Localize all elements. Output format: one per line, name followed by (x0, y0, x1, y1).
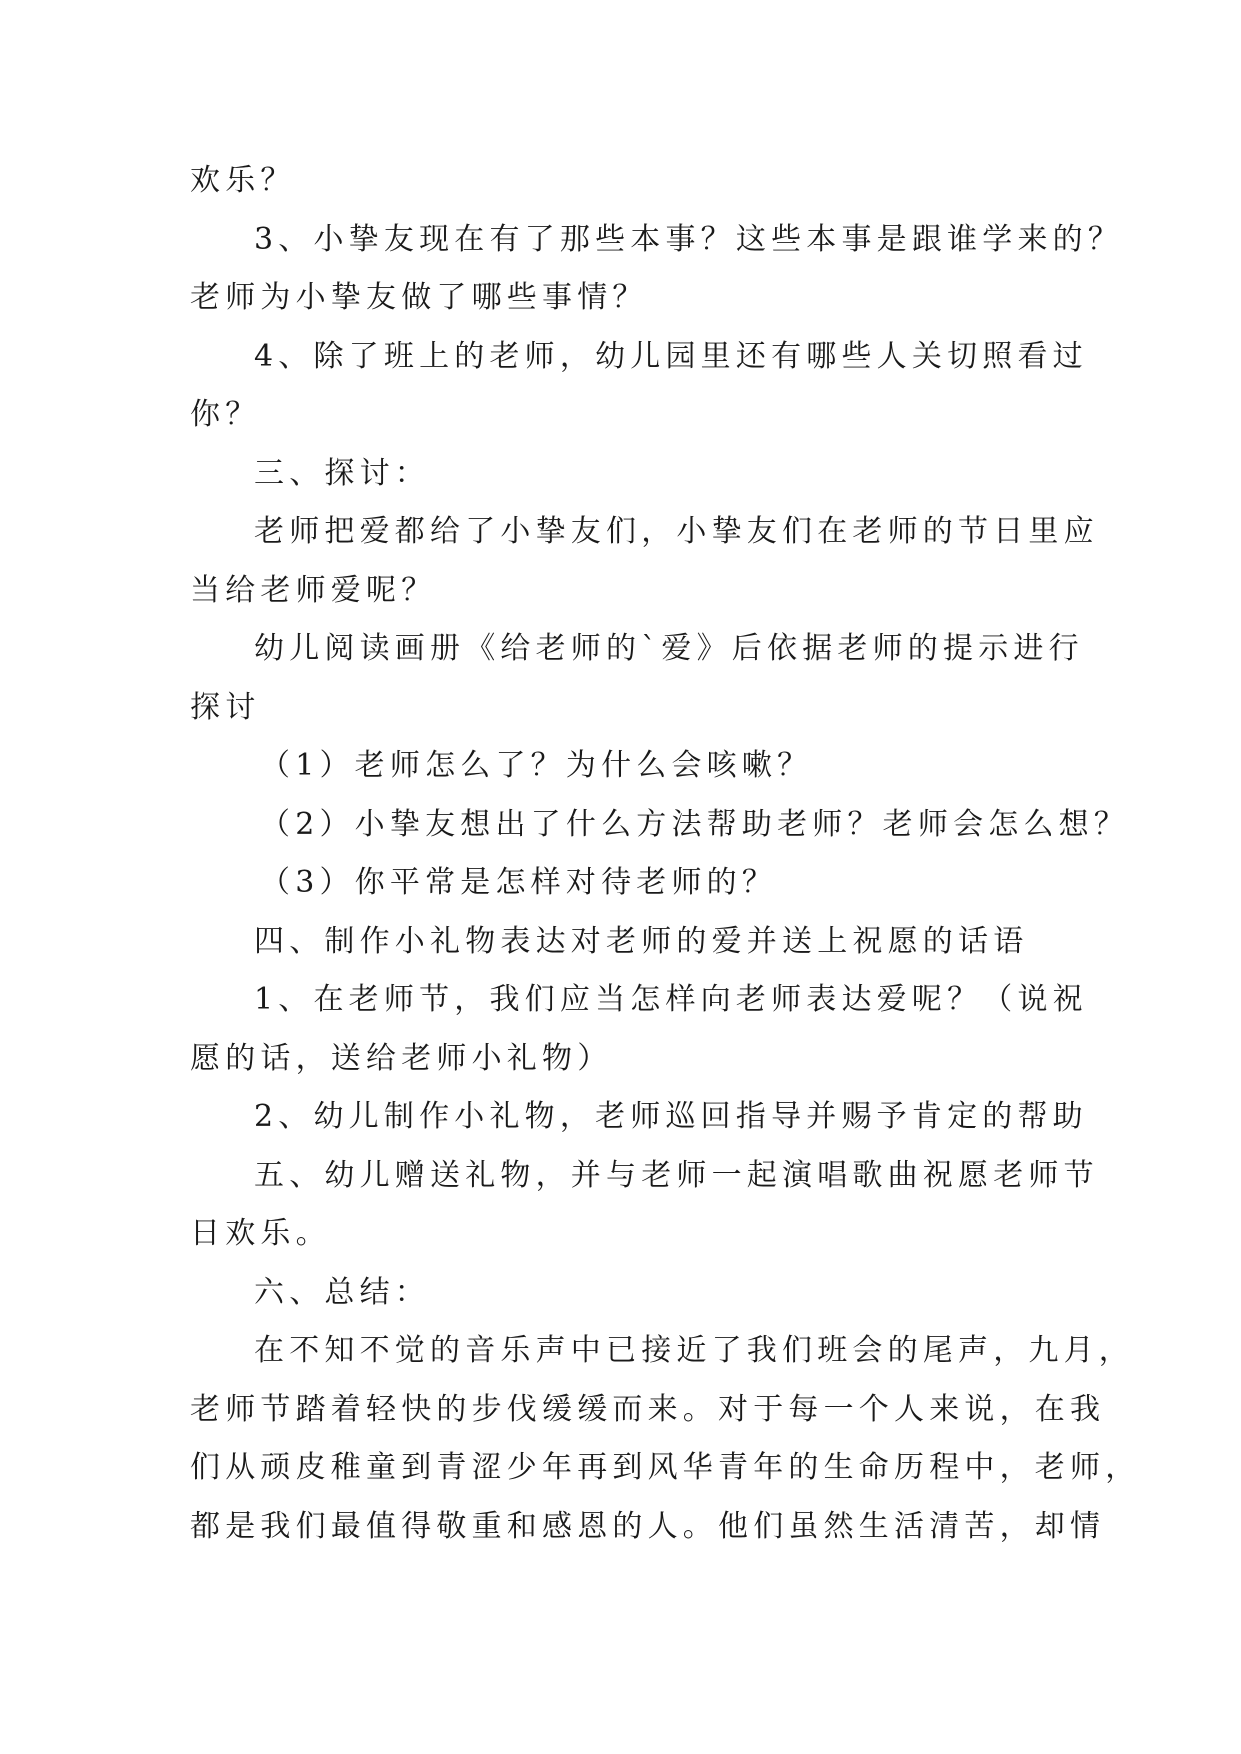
text-line: 幼儿阅读画册《给老师的`爱》后依据老师的提示进行 (254, 631, 1084, 666)
text-line: 探讨 (190, 689, 261, 725)
text-line: 欢乐？ (190, 163, 296, 198)
text-line: 都是我们最值得敬重和感恩的人。他们虽然生活清苦，却情 (190, 1508, 1106, 1544)
text-line: 3、小挚友现在有了那些本事？这些本事是跟谁学来的？ (254, 221, 1124, 257)
section-heading: 五、幼儿赠送礼物，并与老师一起演唱歌曲祝愿老师节 (254, 1157, 1099, 1193)
text-line: 们从顽皮稚童到青涩少年再到风华青年的生命历程中，老师， (190, 1450, 1141, 1485)
text-line: 当给老师爱呢？ (190, 572, 437, 608)
section-heading: 四、制作小礼物表达对老师的爱并送上祝愿的话语 (254, 923, 1029, 959)
text-line: 老师把爱都给了小挚友们，小挚友们在老师的节日里应 (254, 514, 1099, 549)
section-heading: 六、总结： (254, 1274, 430, 1310)
document-body (190, 152, 1141, 1556)
text-line: 你？ (190, 397, 261, 432)
text-line: 老师节踏着轻快的步伐缓缓而来。对于每一个人来说，在我 (190, 1391, 1106, 1427)
list-item: （1）老师怎么了？为什么会咳嗽？ (260, 748, 813, 783)
text-line: 1、在老师节，我们应当怎样向老师表达爱呢？（说祝 (254, 982, 1088, 1017)
list-item: （2）小挚友想出了什么方法帮助老师？老师会怎么想？ (260, 806, 1130, 842)
text-line: 在不知不觉的音乐声中已接近了我们班会的尾声，九月， (254, 1333, 1134, 1368)
text-line: 日欢乐。 (190, 1216, 331, 1251)
list-item: （3）你平常是怎样对待老师的？ (260, 865, 778, 900)
section-heading: 三、探讨： (254, 455, 430, 491)
text-line: 老师为小挚友做了哪些事情？ (190, 280, 648, 315)
text-line: 4、除了班上的老师，幼儿园里还有哪些人关切照看过 (254, 338, 1088, 374)
text-line: 愿的话，送给老师小礼物） (190, 1040, 613, 1076)
text-line: 2、幼儿制作小礼物，老师巡回指导并赐予肯定的帮助 (254, 1099, 1088, 1134)
